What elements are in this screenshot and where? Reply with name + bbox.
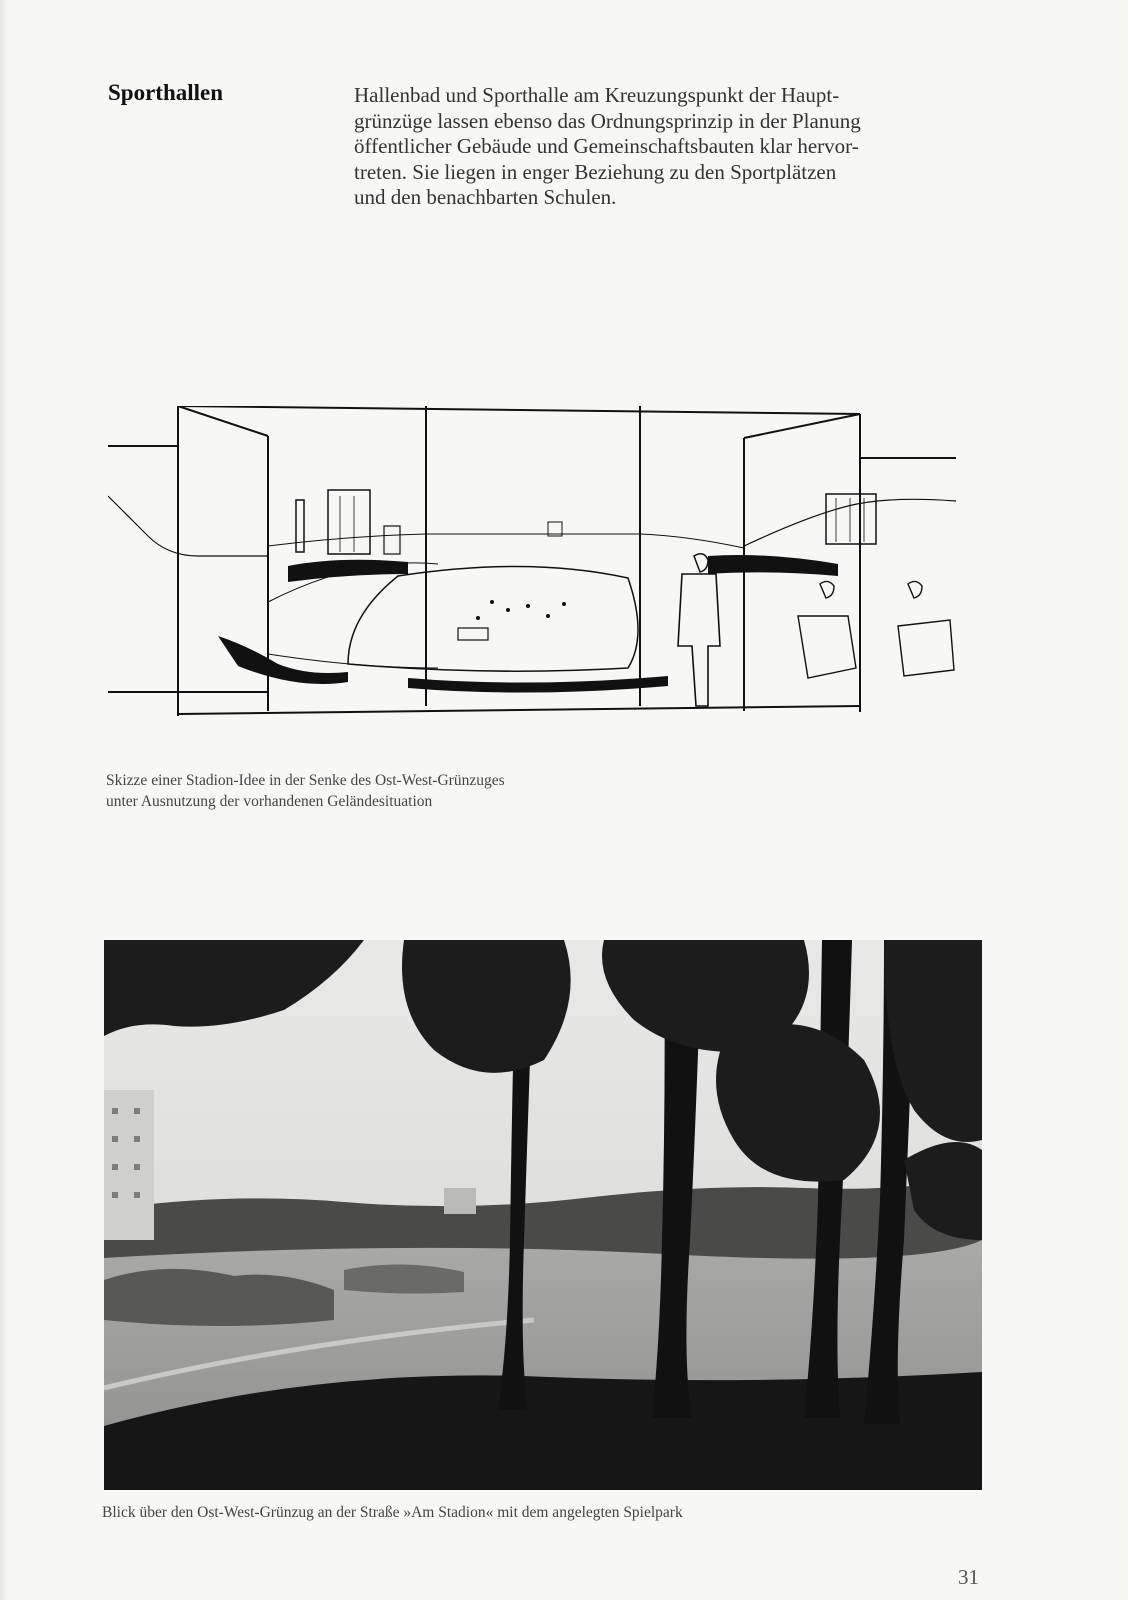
intro-line: treten. Sie liegen in enger Beziehung zu den Sportplätzen xyxy=(354,159,837,184)
caption-line: Blick über den Ost-West-Grünzug an der Straße »Am Stadion« mit dem angelegten Spielpark xyxy=(102,1504,683,1521)
intro-line: grünzüge lassen ebenso das Ordnungsprinzip in der Planung xyxy=(354,108,861,133)
intro-paragraph xyxy=(354,83,994,211)
intro-line: Hallenbad und Sporthalle am Kreuzungspunkt der Haupt- xyxy=(354,83,840,107)
intro-line: öffentlicher Gebäude und Gemeinschaftsbauten klar hervor- xyxy=(354,134,859,158)
stadium-sketch xyxy=(108,406,978,734)
caption-line: Skizze einer Stadion-Idee in der Senke des Ost-West-Grünzuges xyxy=(106,772,505,789)
park-photo xyxy=(104,940,982,1490)
page-number: 31 xyxy=(958,1565,979,1589)
intro-line: und den benachbarten Schulen. xyxy=(354,185,617,209)
caption-line: unter Ausnutzung der vorhandenen Geländesituation xyxy=(106,793,433,810)
section-heading: Sporthallen xyxy=(108,80,224,105)
sketch-caption xyxy=(106,770,505,812)
page-edge-shadow xyxy=(0,0,8,1600)
photo-caption xyxy=(102,1502,683,1523)
